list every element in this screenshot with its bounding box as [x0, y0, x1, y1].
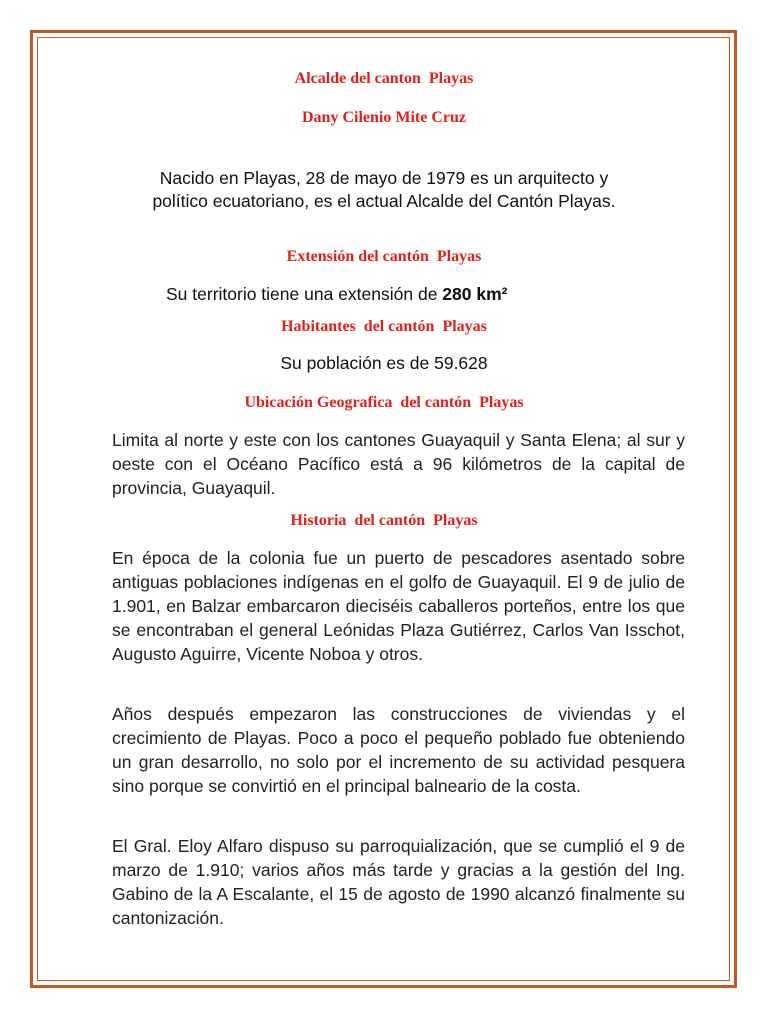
- alcalde-bio-line1: Nacido en Playas, 28 de mayo de 1979 es un arquitecto y: [159, 168, 609, 188]
- historia-heading: Historia del cantón Playas: [290, 512, 478, 529]
- alcalde-heading: Alcalde del canton Playas: [294, 70, 474, 87]
- extension-text: [166, 284, 507, 305]
- historia-paragraph-3: El Gral. Eloy Alfaro dispuso su parroquialización, que se cumplió el 9 de marzo de 1.910; varios años más tarde y gracias a la gestión del Ing. Gabino de la A Escalante, el 15 de agosto de 1990 alcanzó finalmente su cantonización.: [112, 836, 685, 928]
- alcalde-name: Dany Cilenio Mite Cruz: [302, 109, 466, 126]
- historia-paragraph-1: En época de la colonia fue un puerto de pescadores asentado sobre antiguas poblaciones indígenas en el golfo de Guayaquil. El 9 de julio de 1.901, en Balzar embarcaron dieciséis caballeros porteños, entre los que se encontraban el general Leónidas Plaza Gutiérrez, Carlos Van Isschot, Augusto Aguirre, Vicente Noboa y otros.: [112, 548, 685, 664]
- extension-value: 280 km²: [442, 284, 508, 304]
- alcalde-bio-line2: político ecuatoriano, es el actual Alcalde del Cantón Playas.: [152, 191, 616, 211]
- ubicacion-heading: Ubicación Geografica del cantón Playas: [244, 394, 524, 411]
- extension-heading: Extensión del cantón Playas: [286, 248, 482, 265]
- extension-text-prefix: Su territorio tiene una extensión de: [166, 284, 443, 304]
- alcalde-bio: [0, 167, 768, 213]
- habitantes-text: Su población es de 59.628: [280, 353, 488, 373]
- habitantes-heading: Habitantes del cantón Playas: [281, 318, 487, 335]
- ubicacion-text: Limita al norte y este con los cantones Guayaquil y Santa Elena; al sur y oeste con el Océano Pacífico está a 96 kilómetros de la capital de provincia, Guayaquil.: [112, 430, 685, 498]
- historia-paragraph-2: Años después empezaron las construcciones de viviendas y el crecimiento de Playas. Poco a poco el pequeño poblado fue obteniendo un gran desarrollo, no solo por el incremento de su actividad pesquera sino porque se convirtió en el principal balneario de la costa.: [112, 704, 685, 796]
